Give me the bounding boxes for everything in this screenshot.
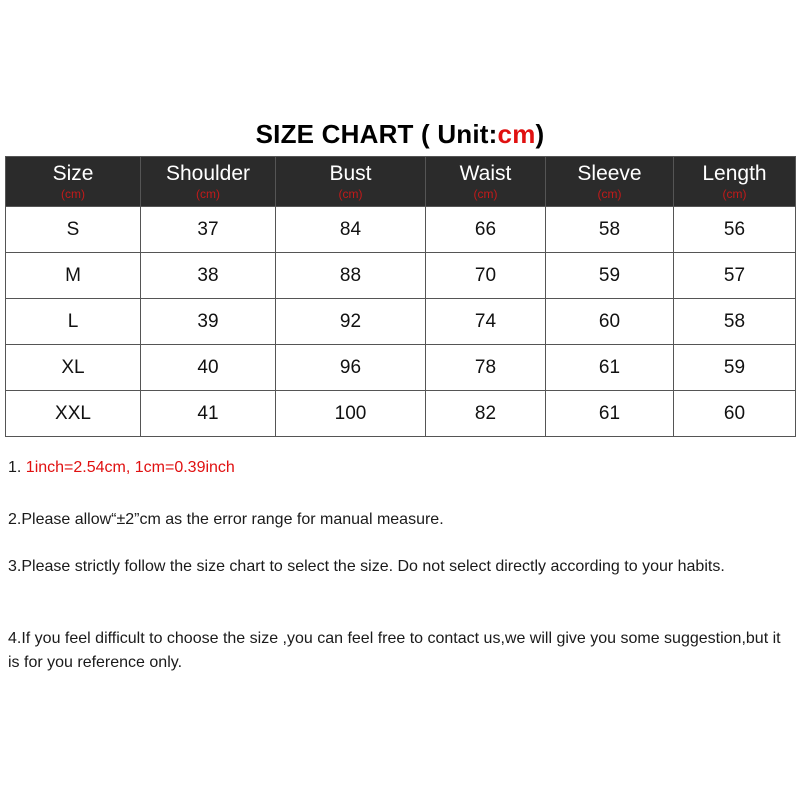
header-cell-bust <box>276 157 426 207</box>
note-conversion <box>8 456 788 480</box>
table-cell-size: S <box>6 207 141 253</box>
table-cell-size: L <box>6 299 141 345</box>
table-cell-bust: 92 <box>276 299 426 345</box>
header-name: Shoulder <box>165 162 251 185</box>
table-cell-length: 57 <box>674 253 796 299</box>
title-unit: cm <box>497 119 536 149</box>
title-close: ) <box>535 119 545 149</box>
conversion-text: 1inch=2.54cm, 1cm=0.39inch <box>25 459 235 476</box>
table-cell-bust: 96 <box>276 345 426 391</box>
title-main: SIZE CHART ( Unit: <box>255 119 498 149</box>
size-table <box>5 156 796 437</box>
table-cell-length: 58 <box>674 299 796 345</box>
header-name: Bust <box>329 162 372 185</box>
size-chart-title <box>0 116 800 152</box>
header-unit: (cm) <box>722 187 747 201</box>
table-cell-shoulder: 40 <box>141 345 276 391</box>
header-name: Size <box>52 162 94 185</box>
table-cell-length: 56 <box>674 207 796 253</box>
note-number: 1. <box>8 459 26 476</box>
note-follow-chart: 3.Please strictly follow the size chart to select the size. Do not select directly according to your habits. <box>8 558 725 575</box>
header-cell-shoulder <box>141 157 276 207</box>
table-row <box>6 299 796 345</box>
table-cell-sleeve: 59 <box>546 253 674 299</box>
table-cell-size: M <box>6 253 141 299</box>
header-name: Length <box>702 162 767 185</box>
size-table-header <box>6 157 796 207</box>
header-cell-size <box>6 157 141 207</box>
header-cell-length <box>674 157 796 207</box>
header-unit: (cm) <box>597 187 622 201</box>
header-cell-sleeve <box>546 157 674 207</box>
table-cell-waist: 70 <box>426 253 546 299</box>
table-cell-size: XL <box>6 345 141 391</box>
header-row <box>6 157 796 207</box>
table-cell-bust: 100 <box>276 391 426 437</box>
table-cell-sleeve: 61 <box>546 391 674 437</box>
table-cell-sleeve: 58 <box>546 207 674 253</box>
table-cell-size: XXL <box>6 391 141 437</box>
header-name: Waist <box>459 162 512 185</box>
header-unit: (cm) <box>338 187 363 201</box>
table-cell-shoulder: 37 <box>141 207 276 253</box>
note-contact: 4.If you feel difficult to choose the size ,you can feel free to contact us,we will give you some suggestion,but it is for you reference only. <box>8 630 781 671</box>
header-cell-waist <box>426 157 546 207</box>
header-unit: (cm) <box>196 187 220 201</box>
table-cell-shoulder: 39 <box>141 299 276 345</box>
table-cell-waist: 82 <box>426 391 546 437</box>
table-row <box>6 391 796 437</box>
header-unit: (cm) <box>473 187 498 201</box>
table-cell-length: 60 <box>674 391 796 437</box>
table-row <box>6 207 796 253</box>
header-name: Sleeve <box>577 162 642 185</box>
table-row <box>6 253 796 299</box>
table-cell-waist: 78 <box>426 345 546 391</box>
header-unit: (cm) <box>61 187 85 201</box>
table-cell-bust: 88 <box>276 253 426 299</box>
table-cell-length: 59 <box>674 345 796 391</box>
table-cell-sleeve: 61 <box>546 345 674 391</box>
table-cell-shoulder: 38 <box>141 253 276 299</box>
table-row <box>6 345 796 391</box>
note-error-range: 2.Please allow“±2”cm as the error range for manual measure. <box>8 511 444 528</box>
table-cell-shoulder: 41 <box>141 391 276 437</box>
table-cell-waist: 74 <box>426 299 546 345</box>
table-cell-sleeve: 60 <box>546 299 674 345</box>
table-cell-bust: 84 <box>276 207 426 253</box>
table-cell-waist: 66 <box>426 207 546 253</box>
size-table-body <box>6 207 796 437</box>
